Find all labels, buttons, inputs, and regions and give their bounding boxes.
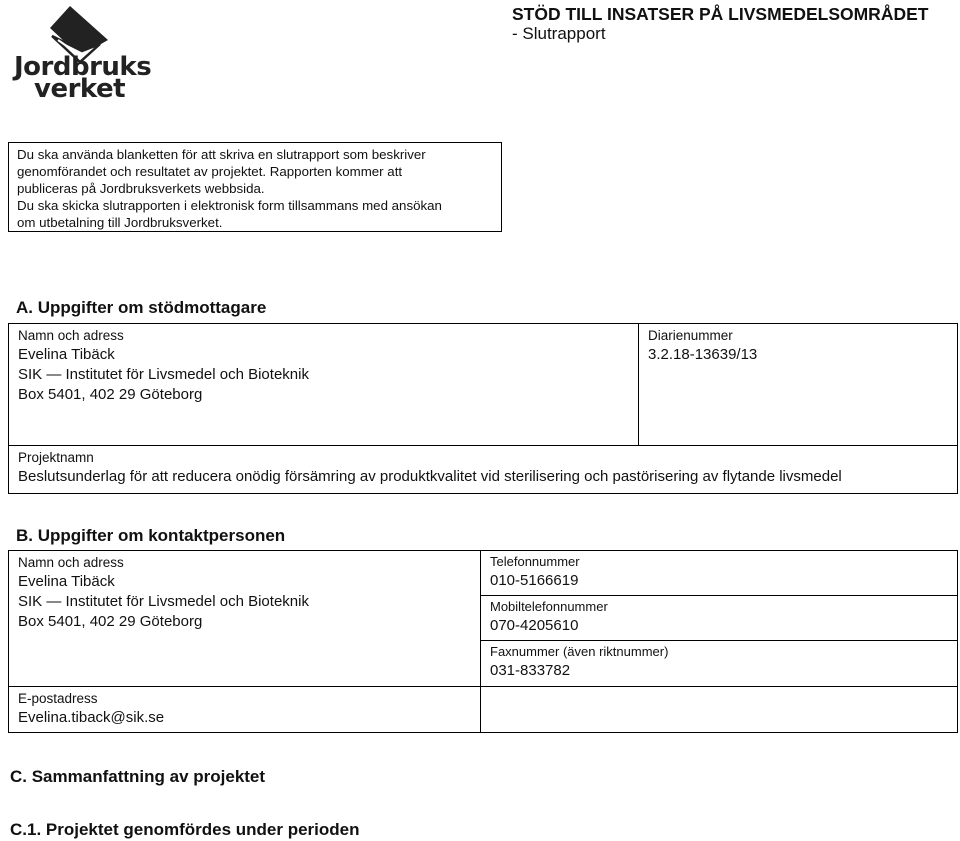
instruction-line: om utbetalning till Jordbruksverket. (17, 215, 223, 230)
logo-text-line2: verket (34, 74, 126, 104)
project-name-field[interactable] (8, 445, 958, 494)
field-value: Box 5401, 402 29 Göteborg (18, 613, 203, 630)
diarienummer-field[interactable] (638, 323, 958, 446)
field-label: Telefonnummer (490, 554, 580, 569)
field-label: Namn och adress (18, 328, 124, 343)
section-b-heading: B. Uppgifter om kontaktpersonen (16, 526, 286, 545)
field-label: E-postadress (18, 691, 98, 706)
instruction-line: publiceras på Jordbruksverkets webbsida. (17, 181, 265, 196)
field-value: Evelina Tibäck (18, 573, 115, 590)
field-value: 070-4205610 (490, 617, 579, 634)
contact-mobile-field[interactable] (480, 595, 958, 641)
instruction-line: Du ska använda blanketten för att skriva en slutrapport som beskriver (17, 147, 426, 162)
section-a-heading: A. Uppgifter om stödmottagare (16, 298, 267, 317)
field-label: Projektnamn (18, 450, 94, 465)
field-value: SIK — Institutet för Livsmedel och Bioteknik (18, 366, 309, 383)
instructions-box (8, 142, 502, 232)
logo-text-line1: Jordbruks (14, 52, 152, 82)
section-c-heading: C. Sammanfattning av projektet (10, 767, 266, 786)
contact-fax-field[interactable] (480, 640, 958, 687)
field-value: Box 5401, 402 29 Göteborg (18, 386, 203, 403)
form-title: STÖD TILL INSATSER PÅ LIVSMEDELSOMRÅDET (512, 4, 929, 24)
field-label: Namn och adress (18, 555, 124, 570)
field-value: 010-5166619 (490, 572, 579, 589)
contact-email-field[interactable] (8, 686, 481, 733)
field-label: Mobiltelefonnummer (490, 599, 608, 614)
field-value: Evelina Tibäck (18, 346, 115, 363)
field-value: Beslutsunderlag för att reducera onödig försämring av produktkvalitet vid sterilisering och pastörisering av flytande livsmedel (18, 468, 842, 485)
applicant-name-address-field[interactable] (8, 323, 639, 446)
field-value: 3.2.18-13639/13 (648, 346, 758, 363)
instruction-line: genomförandet och resultatet av projektet. Rapporten kommer att (17, 164, 403, 179)
field-label: Diarienummer (648, 328, 733, 343)
form-subtitle: - Slutrapport (512, 24, 606, 43)
field-value: SIK — Institutet för Livsmedel och Bioteknik (18, 593, 309, 610)
instruction-line: Du ska skicka slutrapporten i elektronisk form tillsammans med ansökan (17, 198, 442, 213)
contact-name-address-field[interactable] (8, 550, 481, 687)
section-c1-heading: C.1. Projektet genomfördes under perioden (10, 820, 360, 839)
field-value: Evelina.tiback@sik.se (18, 709, 165, 726)
field-label: Faxnummer (även riktnummer) (490, 644, 669, 659)
contact-phone-field[interactable] (480, 550, 958, 596)
contact-empty-cell (480, 686, 958, 733)
field-value: 031-833782 (490, 662, 571, 679)
